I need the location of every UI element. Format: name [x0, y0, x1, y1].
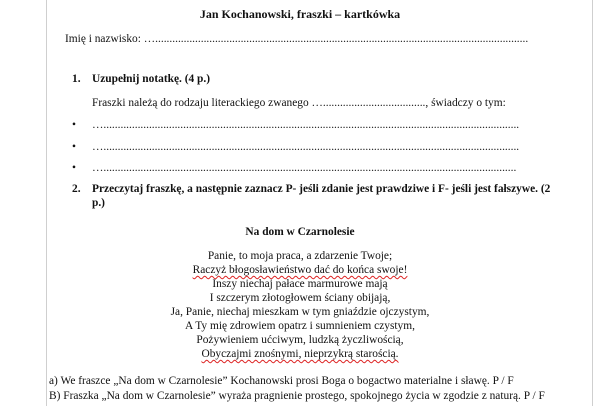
statement-a: a) We fraszce „Na dom w Czarnolesie” Kochanowski prosi Boga o bogactwo materialne i sławę. P / F	[49, 375, 514, 387]
poem-line-text: Obyczajmi znośnymi, nieprzykrą starością.	[201, 348, 399, 360]
answer-line-3: ….................................................................................................................................................	[92, 162, 517, 174]
task2-heading-line1: Przeczytaj fraszkę, a następnie zaznacz P- jeśli zdanie jest prawdziwe i F- jeśli jest fałszywe. (2	[92, 183, 551, 195]
poem-line-text: Raczyż błogosławieństwo dać do końca swoje!	[192, 264, 408, 276]
poem-line	[0, 348, 600, 361]
page-title: Jan Kochanowski, fraszki – kartkówka	[199, 7, 401, 21]
task1-heading: Uzupełnij notatkę. (4 p.)	[92, 73, 211, 85]
statement-b: B) Fraszka „Na dom w Czarnolesie” wyraża pragnienie prostego, spokojnego życia w zgodzie z naturą. P / F	[49, 390, 545, 402]
poem-line: I szczerym złotogłowem ściany obijają,	[209, 292, 391, 304]
poem-line: Panie, to moja praca, a zdarzenie Twoje;	[207, 250, 393, 262]
name-field-label: Imię i nazwisko: …...................................................................................................................................	[65, 33, 529, 45]
poem-line: Ja, Panie, niechaj mieszkam w tym gniaździe ojczystym,	[170, 306, 430, 318]
poem-line: Pożywieniem ućciwym, ludzką życzliwością,	[196, 334, 404, 346]
task1-sentence: Fraszki należą do rodzaju literackiego zwanego …...................................., świadczy o tym:	[92, 97, 506, 109]
poem-line: A Ty mię zdrowiem opatrz i sumnieniem czystym,	[185, 320, 415, 332]
bullet-1: •	[72, 119, 76, 131]
bullet-3: •	[72, 162, 76, 174]
task2-heading-line2: p.)	[92, 197, 105, 209]
answer-line-2: …..................................................................................................................................................	[92, 141, 520, 153]
task1-number: 1.	[72, 73, 81, 85]
answer-line-1: …..................................................................................................................................................	[92, 119, 520, 131]
poem-line: Inszy niechaj pałace marmurowe mają	[212, 278, 388, 290]
task2-number: 2.	[72, 183, 81, 195]
poem-title: Na dom w Czarnolesie	[245, 226, 355, 238]
bullet-2: •	[72, 141, 76, 153]
poem-line	[0, 264, 600, 277]
